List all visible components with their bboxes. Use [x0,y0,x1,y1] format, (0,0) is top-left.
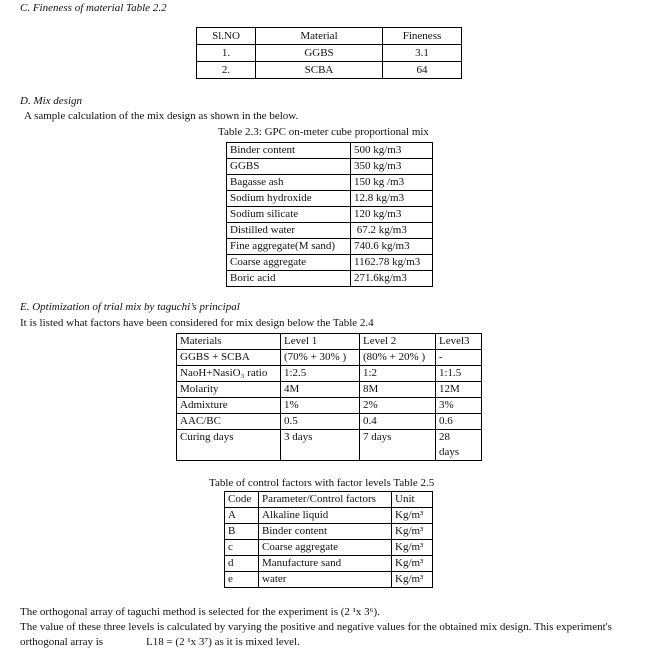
table-row [225,556,433,572]
table-cell: 3.1 [383,45,462,62]
table-cell: d [225,556,259,572]
table-cell: Coarse aggregate [227,255,351,271]
table-cell: 0.5 [281,414,360,430]
table-cell: 12M [436,382,482,398]
table-cell: GGBS + SCBA [177,350,281,366]
table-cell: 64 [383,62,462,79]
section-d-intro: A sample calculation of the mix design as shown in the below. [24,110,299,122]
table-row [227,207,433,223]
table-cell: 350 kg/m3 [351,159,433,175]
levels-explanation-text: The value of these three levels is calculated by varying the positive and negative values for the obtained mix design. This experiment's [20,621,612,633]
table-row [227,239,433,255]
table-cell: e [225,572,259,588]
section-c-heading: C. Fineness of material Table 2.2 [20,2,167,14]
table-cell: 1% [281,398,360,414]
table-header-cell: Unit [392,492,433,508]
table-cell: Alkaline liquid [259,508,392,524]
table-cell: 1:1.5 [436,366,482,382]
table-cell: 271.6kg/m3 [351,271,433,287]
orthogonal-array-text: The orthogonal array of taguchi method is selected for the experiment is (2 ¹x 3⁶). [20,606,380,618]
table-cell: A [225,508,259,524]
section-e-intro: It is listed what factors have been considered for mix design below the Table 2.4 [20,317,374,329]
table-cell: Manufacture sand [259,556,392,572]
table-row [227,223,433,239]
table-cell: 0.6 [436,414,482,430]
table-cell: c [225,540,259,556]
table-header-cell: Material [256,28,383,45]
section-e-heading: E. Optimization of trial mix by taguchi’s principal [20,301,240,313]
table-cell: B [225,524,259,540]
table-cell: Curing days [177,430,281,461]
table-cell: Binder content [259,524,392,540]
table-cell: 1:2.5 [281,366,360,382]
table-cell: (80% + 20% ) [360,350,436,366]
table-cell: 150 kg /m3 [351,175,433,191]
table-cell: 3 days [281,430,360,461]
table-header-cell: Materials [177,334,281,350]
table-row [177,366,482,382]
table-cell: Distilled water [227,223,351,239]
table-cell: Boric acid [227,271,351,287]
table-cell: 1. [197,45,256,62]
taguchi-factors-table [176,333,482,461]
table-cell: NaoH+NasiO₃ ratio [177,366,281,382]
table-cell: Admixture [177,398,281,414]
table-cell: Kg/m³ [392,572,433,588]
mix-proportion-table [226,142,433,287]
table-cell: 28 days [436,430,482,461]
table-row [225,540,433,556]
table-row [227,271,433,287]
section-d-heading: D. Mix design [20,95,83,107]
table-cell: GGBS [256,45,383,62]
table-cell: 120 kg/m3 [351,207,433,223]
table-cell: 7 days [360,430,436,461]
table-cell: Binder content [227,143,351,159]
table-cell: 4M [281,382,360,398]
table-row [227,159,433,175]
table-cell: Sodium silicate [227,207,351,223]
table-header-row [225,492,433,508]
table-row [225,508,433,524]
table-cell: 740.6 kg/m3 [351,239,433,255]
table-cell: 1:2 [360,366,436,382]
table-cell: GGBS [227,159,351,175]
table-header-cell: Level3 [436,334,482,350]
control-factors-table [224,491,433,588]
table-row [177,414,482,430]
table-cell: Kg/m³ [392,508,433,524]
table-cell: Fine aggregate(M sand) [227,239,351,255]
fineness-table [196,27,462,79]
table-cell: 2. [197,62,256,79]
table-header-cell: Code [225,492,259,508]
orthogonal-array-label: orthogonal array is [20,636,104,648]
table-header-cell: Level 2 [360,334,436,350]
table-cell: water [259,572,392,588]
table-cell: 2% [360,398,436,414]
table-cell: AAC/BC [177,414,281,430]
table-cell: Sodium hydroxide [227,191,351,207]
table-header-row [197,28,462,45]
table-2-5-caption: Table of control factors with factor levels Table 2.5 [209,477,435,489]
table-cell: (70% + 30% ) [281,350,360,366]
table-header-cell: Parameter/Control factors [259,492,392,508]
table-cell: Bagasse ash [227,175,351,191]
table-row [197,45,462,62]
table-cell: 500 kg/m3 [351,143,433,159]
table-row [177,382,482,398]
table-header-cell: Fineness [383,28,462,45]
table-row [225,524,433,540]
table-header-cell: Level 1 [281,334,360,350]
table-cell: 12.8 kg/m3 [351,191,433,207]
table-cell: 3% [436,398,482,414]
table-cell: Kg/m³ [392,540,433,556]
table-cell: 67.2 kg/m3 [351,223,433,239]
table-cell: Molarity [177,382,281,398]
table-row [225,572,433,588]
table-cell: 8M [360,382,436,398]
table-cell: SCBA [256,62,383,79]
table-row [227,191,433,207]
table-cell: 1162.78 kg/m3 [351,255,433,271]
table-row [227,143,433,159]
table-row [177,350,482,366]
table-cell: Kg/m³ [392,524,433,540]
table-row [197,62,462,79]
l18-formula-text: L18 = (2 ¹x 3⁷) as it is mixed level. [146,636,300,648]
table-cell: Kg/m³ [392,556,433,572]
table-cell: - [436,350,482,366]
table-row [227,175,433,191]
table-header-row [177,334,482,350]
table-cell: Coarse aggregate [259,540,392,556]
table-header-cell: Sl.NO [197,28,256,45]
table-2-3-caption: Table 2.3: GPC on-meter cube proportional mix [218,126,429,138]
table-row [177,398,482,414]
table-row [177,430,482,461]
table-row [227,255,433,271]
table-cell: 0.4 [360,414,436,430]
